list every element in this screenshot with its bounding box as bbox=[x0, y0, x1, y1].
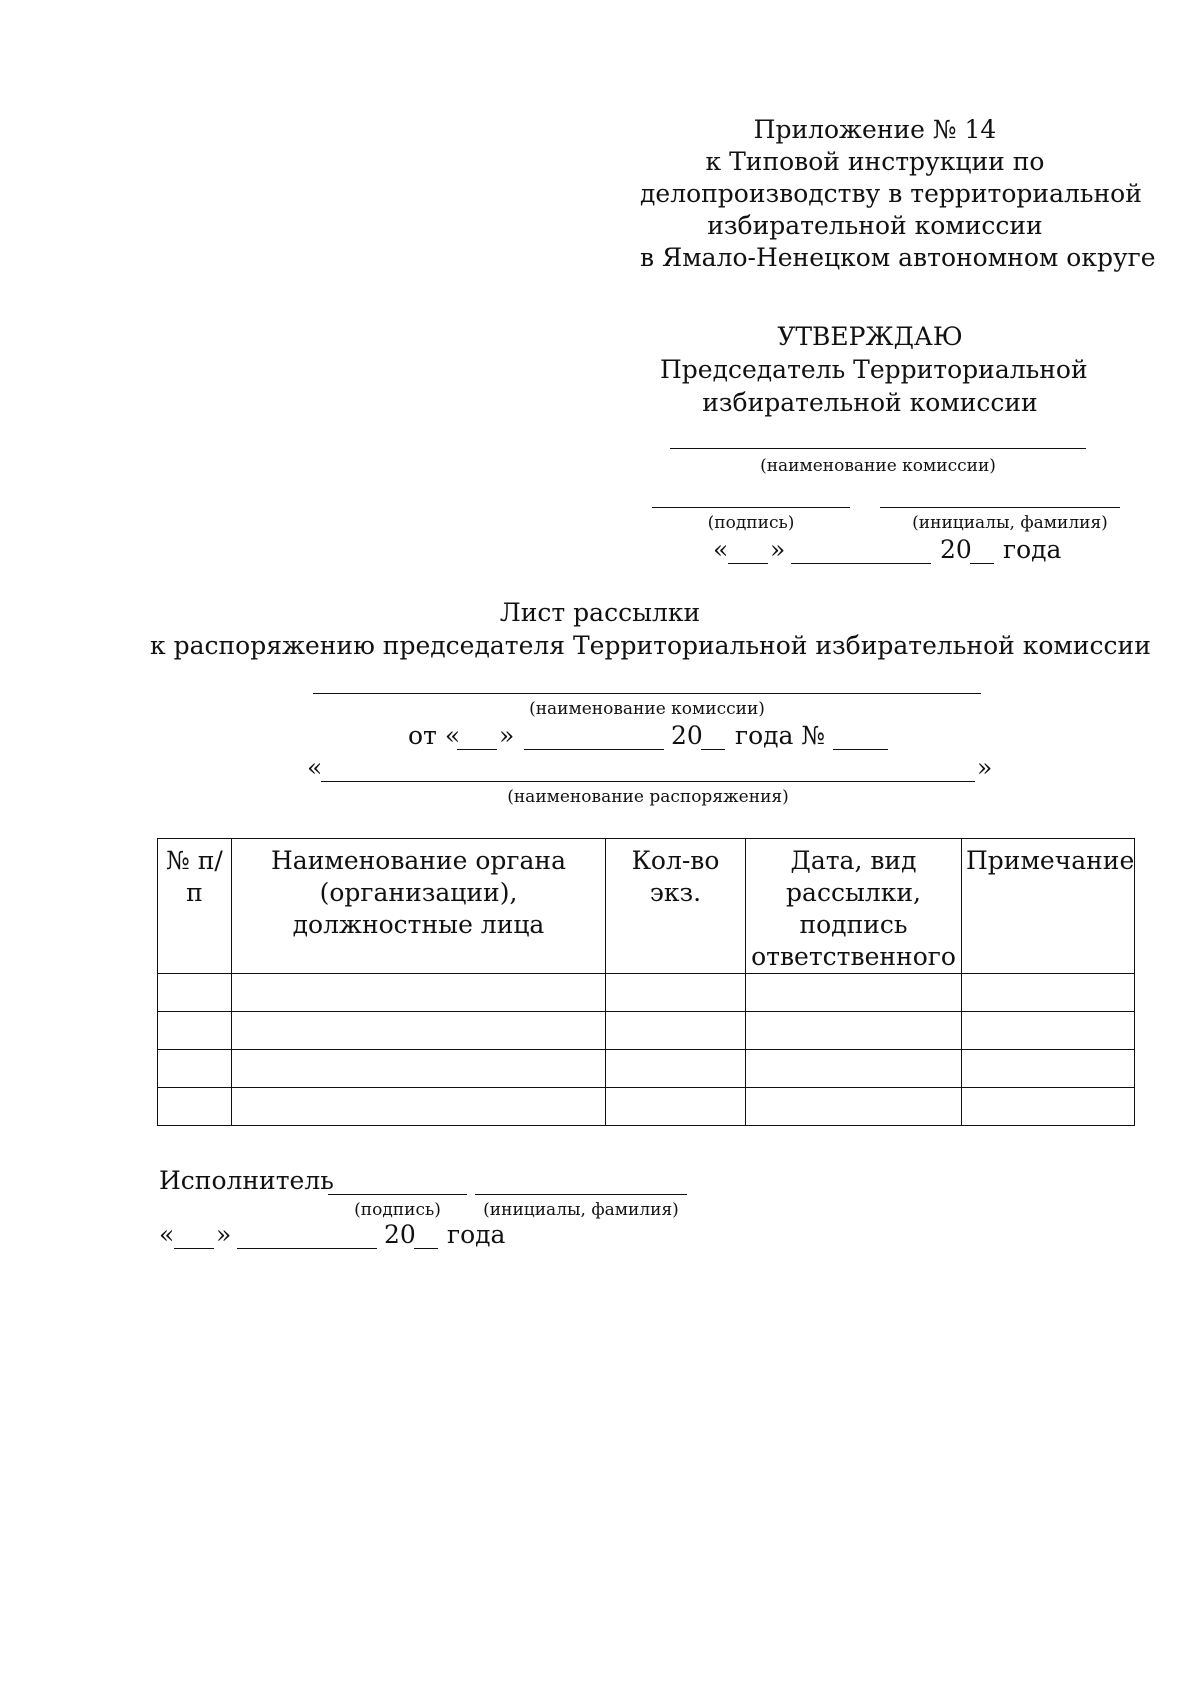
appendix-line: делопроизводству в территориальной bbox=[640, 179, 1142, 208]
table-cell[interactable] bbox=[158, 1050, 232, 1088]
executor-date-close-quote: » bbox=[216, 1220, 232, 1249]
table-cell[interactable] bbox=[232, 974, 606, 1012]
commission-name-line bbox=[670, 448, 1086, 449]
executor-date-suffix: года bbox=[447, 1220, 506, 1249]
doc-year-line bbox=[701, 749, 725, 750]
table-row bbox=[158, 1050, 1135, 1088]
appendix-line: к Типовой инструкции по bbox=[705, 147, 1045, 176]
header-date-signature: Дата, вид рассылки, подпись ответственного bbox=[746, 839, 962, 974]
document-title: Лист рассылки bbox=[499, 598, 701, 627]
doc-month-line bbox=[524, 749, 664, 750]
header-organization: Наименование органа (организации), должностные лица bbox=[232, 839, 606, 974]
table-cell[interactable] bbox=[232, 1088, 606, 1126]
appendix-header bbox=[640, 114, 1156, 274]
doc-date-suffix: года № bbox=[735, 721, 826, 750]
approval-date-close-quote: » bbox=[770, 535, 786, 564]
approval-position-line: избирательной комиссии bbox=[702, 388, 1038, 417]
approval-date-year: 20 bbox=[940, 535, 972, 564]
executor-year-line bbox=[414, 1248, 438, 1249]
table-header-row bbox=[158, 839, 1135, 974]
table-cell[interactable] bbox=[158, 1088, 232, 1126]
doc-commission-caption: (наименование комиссии) bbox=[529, 699, 765, 719]
order-caption: (наименование распоряжения) bbox=[507, 787, 789, 807]
signature-caption: (подпись) bbox=[707, 513, 795, 533]
approval-heading: УТВЕРЖДАЮ bbox=[777, 322, 963, 351]
table-cell[interactable] bbox=[232, 1012, 606, 1050]
table-cell[interactable] bbox=[746, 1050, 962, 1088]
table-cell[interactable] bbox=[606, 1012, 746, 1050]
doc-date-close-quote: » bbox=[499, 721, 515, 750]
table-cell[interactable] bbox=[962, 1012, 1135, 1050]
title-block bbox=[150, 596, 1151, 662]
distribution-table bbox=[157, 838, 1135, 1126]
doc-day-line bbox=[457, 749, 497, 750]
order-open-quote: « bbox=[307, 753, 323, 782]
executor-name-caption: (инициалы, фамилия) bbox=[483, 1200, 679, 1220]
appendix-line: избирательной комиссии bbox=[707, 211, 1043, 240]
approval-position-line: Председатель Территориальной bbox=[660, 355, 1088, 384]
executor-date-year: 20 bbox=[384, 1220, 416, 1249]
approval-date-suffix: года bbox=[1003, 535, 1062, 564]
appendix-line: в Ямало-Ненецком автономном округе bbox=[640, 243, 1156, 272]
doc-date-prefix: от « bbox=[408, 721, 461, 750]
approval-year-line bbox=[970, 563, 994, 564]
doc-commission-line bbox=[313, 693, 981, 694]
table-cell[interactable] bbox=[158, 974, 232, 1012]
header-copies: Кол-во экз. bbox=[606, 839, 746, 974]
order-name-line bbox=[321, 781, 975, 782]
approval-block bbox=[660, 320, 1088, 419]
executor-day-line bbox=[174, 1248, 214, 1249]
table-row bbox=[158, 974, 1135, 1012]
signature-line bbox=[652, 507, 850, 508]
table-row bbox=[158, 1012, 1135, 1050]
commission-caption: (наименование комиссии) bbox=[760, 456, 996, 476]
table-row bbox=[158, 1088, 1135, 1126]
table-cell[interactable] bbox=[962, 1088, 1135, 1126]
header-number: № п/п bbox=[158, 839, 232, 974]
executor-date-open-quote: « bbox=[159, 1220, 175, 1249]
table-cell[interactable] bbox=[962, 974, 1135, 1012]
table-cell[interactable] bbox=[232, 1050, 606, 1088]
name-line bbox=[880, 507, 1120, 508]
executor-name-line bbox=[475, 1194, 687, 1195]
document-subtitle: к распоряжению председателя Территориальной избирательной комиссии bbox=[150, 631, 1151, 660]
table-cell[interactable] bbox=[746, 974, 962, 1012]
approval-day-line bbox=[728, 563, 768, 564]
approval-month-line bbox=[791, 563, 931, 564]
executor-label: Исполнитель bbox=[159, 1166, 334, 1195]
executor-signature-line bbox=[328, 1194, 467, 1195]
doc-date-year: 20 bbox=[671, 721, 703, 750]
executor-month-line bbox=[237, 1248, 377, 1249]
table-cell[interactable] bbox=[746, 1012, 962, 1050]
appendix-line: Приложение № 14 bbox=[753, 115, 997, 144]
table-cell[interactable] bbox=[606, 1050, 746, 1088]
table-cell[interactable] bbox=[606, 1088, 746, 1126]
table-cell[interactable] bbox=[746, 1088, 962, 1126]
doc-number-line bbox=[833, 749, 888, 750]
order-close-quote: » bbox=[977, 753, 993, 782]
table-cell[interactable] bbox=[606, 974, 746, 1012]
table-cell[interactable] bbox=[962, 1050, 1135, 1088]
executor-signature-caption: (подпись) bbox=[354, 1200, 441, 1220]
header-note: Примечание bbox=[962, 839, 1135, 974]
approval-date-open-quote: « bbox=[713, 535, 729, 564]
name-caption: (инициалы, фамилия) bbox=[912, 513, 1108, 533]
table-cell[interactable] bbox=[158, 1012, 232, 1050]
